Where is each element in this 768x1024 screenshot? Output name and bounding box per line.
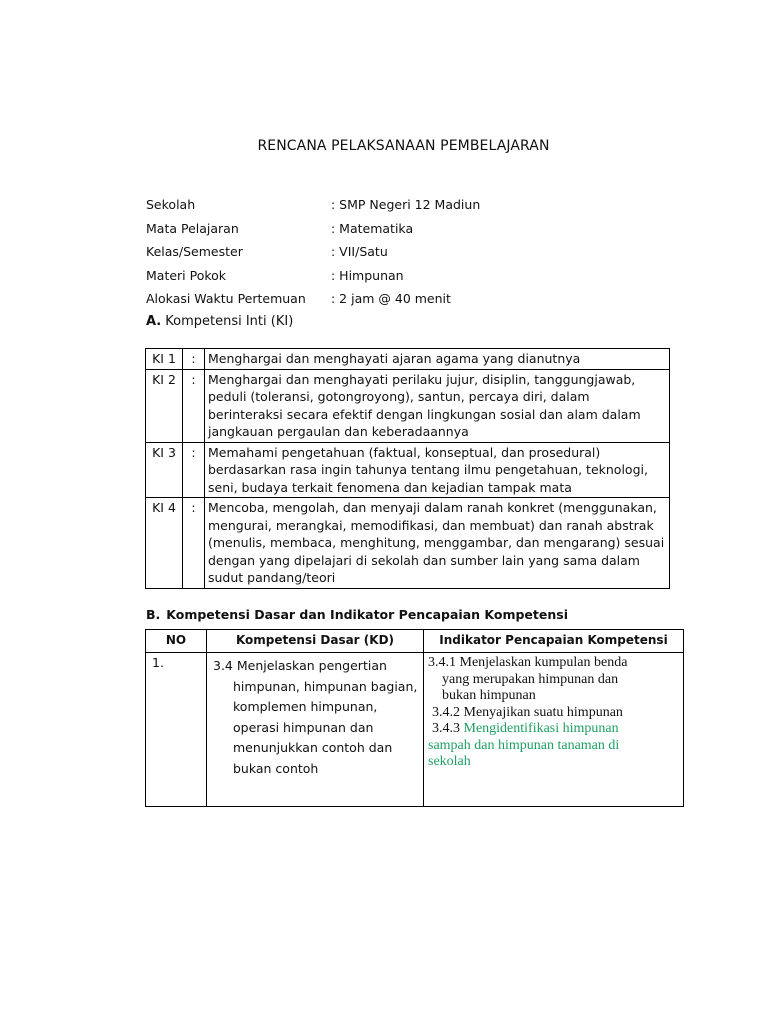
info-row-sekolah — [146, 193, 480, 217]
ki-code: KI 4 — [146, 498, 183, 589]
ki-colon: : — [183, 442, 205, 498]
header-indikator: Indikator Pencapaian Kompetensi — [424, 630, 684, 653]
ki-description — [205, 349, 670, 370]
indicator-line: sampah dan himpunan tanaman di — [428, 737, 620, 753]
ki-line: berinteraksi secara efektif dengan lingkungan sosial dan alam dalam — [208, 406, 641, 422]
kd-line: bukan contoh — [233, 760, 319, 776]
indicator-number: 3.4.3 — [432, 721, 464, 736]
ki-row-2 — [146, 369, 670, 442]
info-value: : 2 jam @ 40 menit — [331, 291, 451, 307]
kd-row — [146, 653, 684, 807]
kd-line: operasi himpunan dan — [233, 719, 374, 735]
info-label: Sekolah — [146, 197, 196, 213]
document-title: RENCANA PELAKSANAAN PEMBELAJARAN — [257, 138, 550, 154]
indicator-3-4-2: 3.4.2 Menyajikan suatu himpunan — [432, 704, 623, 720]
ki-description — [205, 442, 670, 498]
ki-description — [205, 369, 670, 442]
ki-table — [145, 348, 670, 589]
section-title: Kompetensi Dasar dan Indikator Pencapaian Kompetensi — [166, 607, 568, 622]
ki-line: sudut pandang/teori — [208, 570, 336, 585]
info-value: : Matematika — [331, 220, 414, 236]
section-b-heading — [146, 607, 574, 622]
info-label: Kelas/Semester — [146, 244, 243, 260]
ki-line: Mencoba, mengolah, dan menyaji dalam ranah konkret (menggunakan, — [208, 500, 657, 515]
ki-line: jangkauan pergaulan dan keberadaannya — [208, 424, 469, 439]
ki-colon: : — [183, 498, 205, 589]
kd-header-row — [146, 630, 684, 653]
kd-line: menunjukkan contoh dan — [233, 740, 393, 755]
info-label: Materi Pokok — [146, 267, 227, 283]
ki-row-4 — [146, 498, 670, 589]
ki-line: Memahami pengetahuan (faktual, konseptual, dan prosedural) — [208, 444, 601, 460]
section-a-heading — [146, 314, 293, 329]
ki-line: mengurai, merangkai, memodifikasi, dan membuat) dan ranah abstrak — [208, 517, 654, 533]
header-kd: Kompetensi Dasar (KD) — [207, 630, 424, 653]
ki-code: KI 2 — [146, 369, 183, 442]
ki-code: KI 1 — [146, 349, 183, 370]
indicator-line: bukan himpunan — [442, 688, 536, 703]
ki-line: peduli (toleransi, gotongroyong), santun, percaya diri, dalam — [208, 389, 590, 404]
indicator-text: Mengidentifikasi himpunan — [463, 721, 619, 736]
section-letter: B. — [146, 607, 161, 622]
ki-line: Menghargai dan menghayati perilaku jujur, disiplin, tanggungjawab, — [208, 371, 636, 387]
ki-line: dengan yang dipelajari di sekolah dan sumber lain yang sama dalam — [208, 552, 640, 568]
ki-code: KI 3 — [146, 442, 183, 498]
ki-line: Menghargai dan menghayati ajaran agama yang dianutnya — [208, 351, 581, 366]
indicator-3-4-3 — [428, 721, 679, 738]
section-letter: A. — [146, 314, 162, 329]
kd-line: himpunan, himpunan bagian, — [233, 678, 418, 694]
info-row-mata-pelajaran — [146, 217, 480, 241]
ki-line: berdasarkan rasa ingin tahunya tentang ilmu pengetahuan, teknologi, — [208, 462, 648, 477]
info-value: : SMP Negeri 12 Madiun — [331, 197, 481, 213]
header-no: NO — [146, 630, 207, 653]
ki-row-3 — [146, 442, 670, 498]
kd-description — [207, 653, 424, 807]
row-number: 1. — [146, 653, 207, 807]
info-row-alokasi-waktu — [146, 287, 480, 311]
indicator-list — [424, 653, 684, 807]
kd-line: 3.4 Menjelaskan pengertian — [213, 658, 387, 673]
section-title: Kompetensi Inti (KI) — [165, 314, 294, 329]
kd-line: komplemen himpunan, — [233, 699, 378, 714]
kd-table — [145, 629, 684, 807]
info-value: : Himpunan — [331, 267, 404, 283]
info-row-kelas-semester — [146, 240, 480, 264]
info-label: Alokasi Waktu Pertemuan — [146, 291, 306, 307]
ki-description — [205, 498, 670, 589]
info-label: Mata Pelajaran — [146, 220, 239, 236]
ki-line: (menulis, membaca, menghitung, menggambar, dan mengarang) sesuai — [208, 535, 665, 550]
info-row-materi-pokok — [146, 264, 480, 288]
ki-colon: : — [183, 369, 205, 442]
indicator-line: yang merupakan himpunan dan — [442, 671, 619, 687]
info-value: : VII/Satu — [331, 244, 388, 260]
ki-row-1 — [146, 349, 670, 370]
indicator-line: sekolah — [428, 754, 471, 769]
info-block — [146, 193, 480, 311]
ki-line: seni, budaya terkait fenomena dan kejadian tampak mata — [208, 479, 572, 495]
indicator-3-4-1: 3.4.1 Menjelaskan kumpulan benda — [428, 655, 628, 670]
ki-colon: : — [183, 349, 205, 370]
